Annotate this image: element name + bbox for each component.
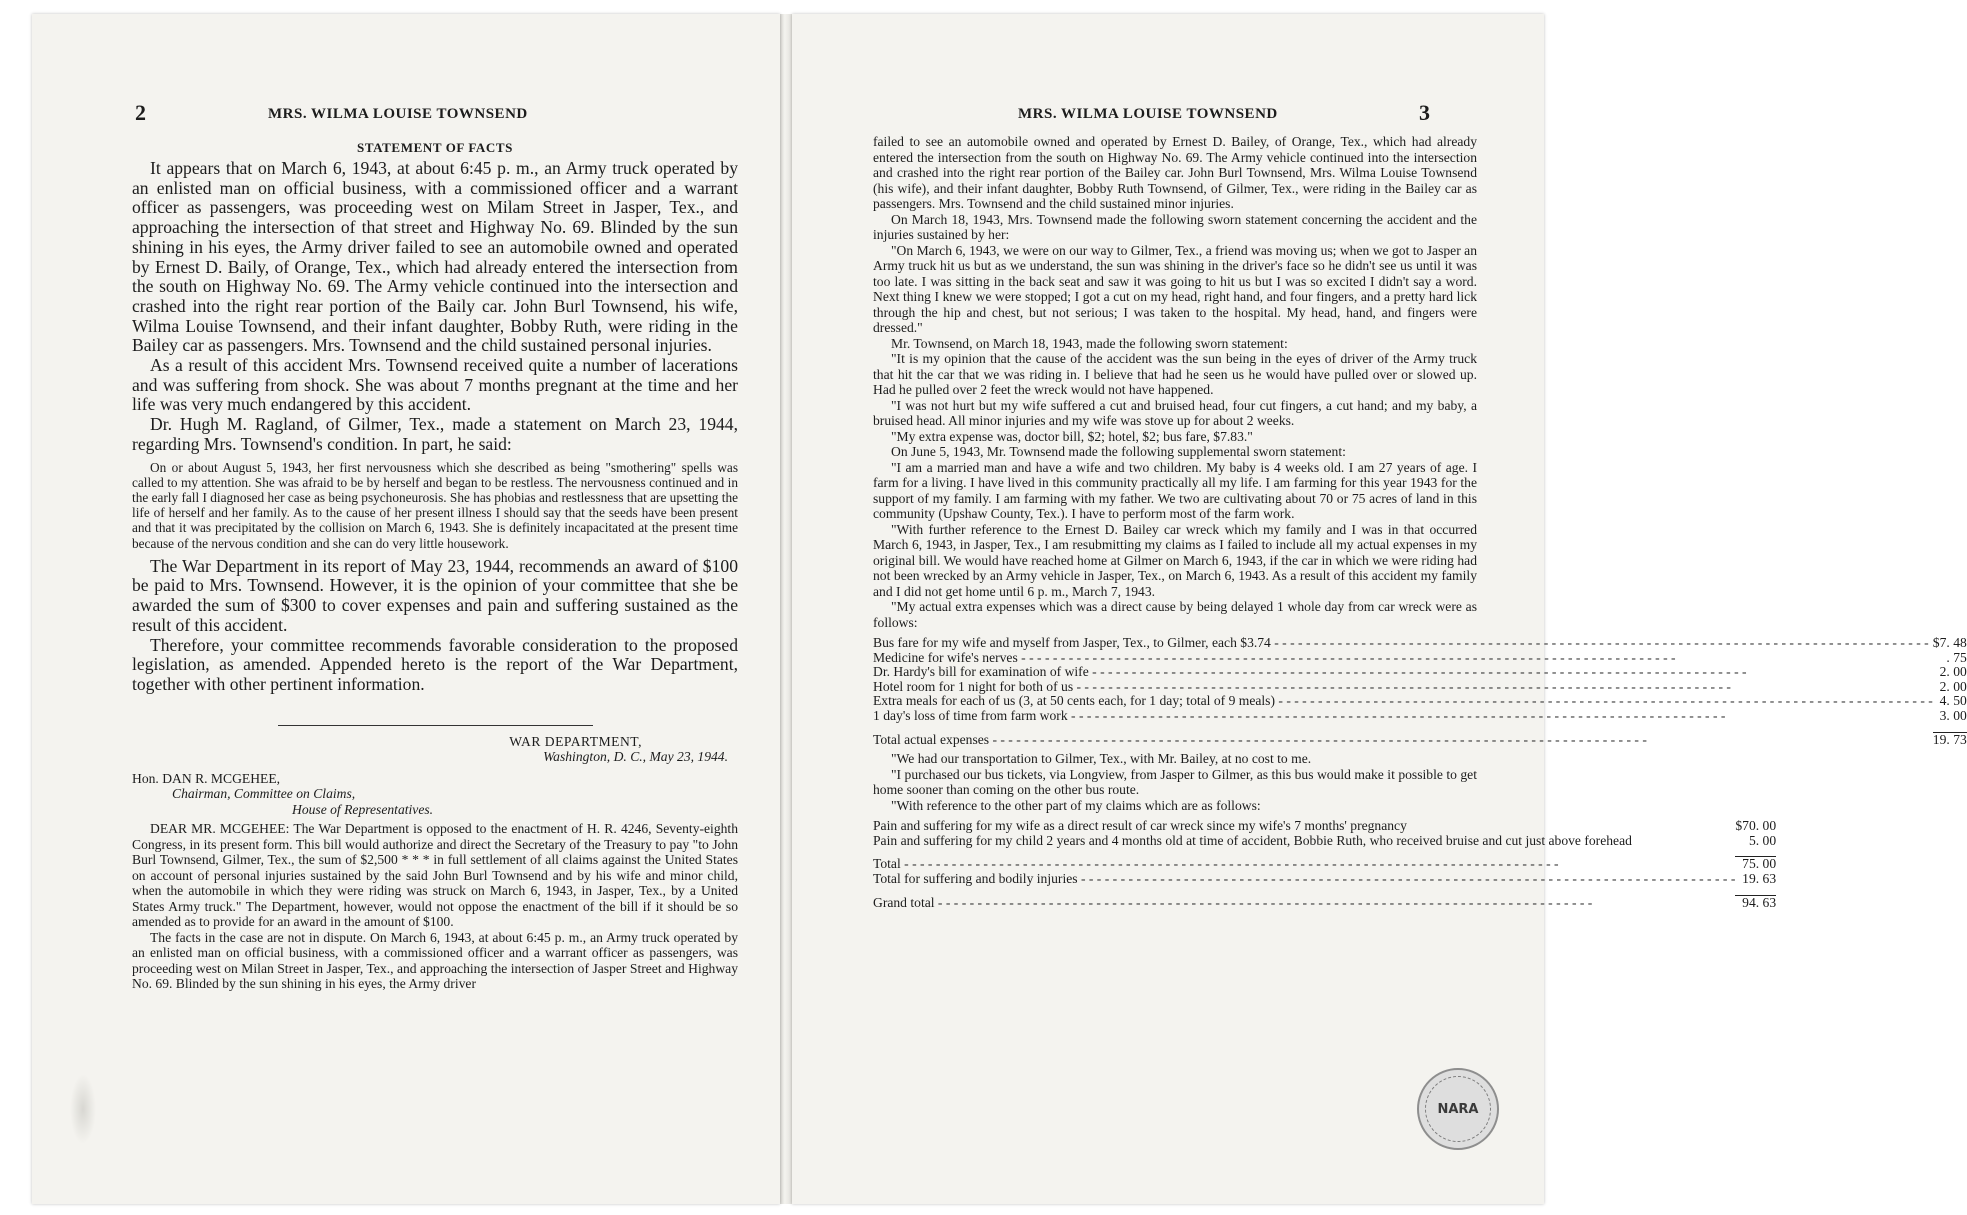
expense-amount: 4. 50 xyxy=(1939,693,1967,709)
statement-paragraphs xyxy=(873,134,1477,630)
paragraph: Mr. Townsend, on March 18, 1943, made the following sworn statement: xyxy=(891,335,1288,351)
expense-label: Extra meals for each of us (3, at 50 cents each, for 1 day; total of 9 meals) - - - xyxy=(873,694,1933,709)
expenses-table xyxy=(873,636,1967,747)
paragraph: "We had our transportation to Gilmer, Tex., with Mr. Bailey, at no cost to me. xyxy=(891,751,1312,767)
table-row-grand-total xyxy=(873,895,1776,910)
table-row xyxy=(873,819,1776,834)
table-row xyxy=(873,694,1967,709)
letter-body xyxy=(132,821,738,992)
table-row xyxy=(873,680,1967,695)
paragraph: "It is my opinion that the cause of the accident was the sun being in the eyes of driver of the Army truck that hit the car that we was riding in. I believe that had he seen us he would have pulled over or slowed up. Had he pulled over 2 feet the wreck would not have happened. xyxy=(873,351,1477,397)
paragraph: On June 5, 1943, Mr. Townsend made the following supplemental sworn statement: xyxy=(891,444,1346,459)
expense-label: Dr. Hardy's bill for examination of wife - - - xyxy=(873,665,1933,680)
expense-amount: 2. 00 xyxy=(1939,664,1967,680)
addressee-title: Chairman, Committee on Claims, xyxy=(172,786,356,802)
paragraph: Therefore, your committee recommends favorable consideration to the proposed legislation, as amended. Appended hereto is the report of the War Department, together with other pertinent information. xyxy=(132,634,738,694)
table-row xyxy=(873,665,1967,680)
running-head-left: MRS. WILMA LOUISE TOWNSEND xyxy=(268,106,528,122)
claim-amount: 5. 00 xyxy=(1748,832,1777,848)
table-row xyxy=(873,709,1967,724)
letter-text: The War Department is opposed to the enactment of H. R. 4246, Seventy-eighth Congress, in its present form. This bill would authorize and direct the Secretary of the Treasury to pay "to John Burl Townsend, Gilmer, Tex., the sum of $2,500 * * * in full settlement of all claims against the United States on account of personal injuries sustained by the said John Burl Townsend and by his wife and minor child, when the automobile in which they were riding was struck on March 6, 1943, in Jasper, Tex., by a United States Army truck." The Department, however, would not oppose the enactment of the bill if it should be so amended as to provide for an award in the amount of $100. xyxy=(132,821,738,930)
letter-date: Washington, D. C., May 23, 1944. xyxy=(543,749,728,765)
expense-amount: $7. 48 xyxy=(1932,635,1967,650)
book-spine xyxy=(780,14,792,1204)
claim-amount: $70. 00 xyxy=(1735,818,1777,834)
facts-paragraphs xyxy=(132,159,738,455)
left-column xyxy=(132,136,738,992)
recommendation-paragraphs xyxy=(132,557,738,695)
addressee-prefix: Hon. xyxy=(132,770,159,786)
grand-total-label: Grand total - - - xyxy=(873,895,1735,910)
grand-total-amount: 94. 63 xyxy=(1735,895,1776,910)
letter-heading xyxy=(132,734,738,765)
total-amount: 19. 73 xyxy=(1932,731,1967,747)
section-title: STATEMENT OF FACTS xyxy=(357,140,513,155)
expense-label: Medicine for wife's nerves - - - xyxy=(873,651,1933,666)
paragraph: failed to see an automobile owned and operated by Ernest D. Bailey, of Orange, Tex., which had already entered the intersection from the south on Highway No. 69. The Army vehicle continued into the intersection and crashed into the right rear portion of the Bailey car. John Burl Townsend, Mrs. Wilma Louise Townsend (his wife), and their infant daughter, Bobby Ruth Townsend, of Gilmer, Tex., were riding in the Bailey car as passengers. Mrs. Townsend and the child sustained minor injuries. xyxy=(873,134,1477,211)
total-amount: 19. 63 xyxy=(1742,870,1777,886)
followup-paragraphs xyxy=(873,751,1477,813)
page-number-left: 2 xyxy=(135,100,146,125)
paragraph: "With further reference to the Ernest D. Bailey car wreck which my family and I was in that occurred March 6, 1943, in Jasper, Tex., I am resubmitting my claims as I failed to include all my actual expenses in my original bill. We would have reached home at Gilmer on March 6, 1943, if the car in which we were riding had not been wrecked by an Army vehicle in Jasper, Tex., on March 6, 1943. As a result of this accident my family and I did not get home until 6 p. m., March 7, 1943. xyxy=(873,521,1477,599)
claim-label: Pain and suffering for my child 2 years and 4 months old at time of accident, Bobbie Ruth, who received bruise and cut just above forehead xyxy=(873,832,1632,848)
left-page xyxy=(32,14,780,1204)
table-row xyxy=(873,834,1776,849)
expense-label: Bus fare for my wife and myself from Jasper, Tex., to Gilmer, each $3.74 - - - xyxy=(873,636,1933,651)
quote-text: On or about August 5, 1943, her first nervousness which she described as being "smothering" spells was called to my attention. She was afraid to be by herself and began to be restless. The nervousness continued and in the early fall I diagnosed her case as being psychoneurosis. She has phobias and restlessness that are upsetting the life of herself and her family. As to the cause of her present illness I should say that the seeds have been present and that it was precipitated by the collision on March 6, 1943. She is definitely incapacitated at the present time because of the nervous condition and she can do very little housework. xyxy=(132,459,738,551)
total-amount: 75. 00 xyxy=(1735,857,1776,872)
paragraph: "I am a married man and have a wife and two children. My baby is 4 weeks old. I am 27 years of age. I farm for a living. I have lived in this community practically all my life. I am farming for this year 1943 for the support of my family. I am farming with my father. We two are cultivating about 70 or 75 acres of land in this community (Upshaw County, Tex.). I have to perform most of the farm work. xyxy=(873,459,1477,521)
claims-table xyxy=(873,819,1776,910)
paragraph: On March 18, 1943, Mrs. Townsend made the following sworn statement concerning the accident and the injuries sustained by her: xyxy=(873,211,1477,242)
expense-label: 1 day's loss of time from farm work - - - xyxy=(873,709,1933,724)
total-label: Total for suffering and bodily injuries - - - xyxy=(873,872,1735,887)
addressee-name: DAN R. MCGEHEE, xyxy=(162,770,281,786)
expense-amount: . 75 xyxy=(1946,649,1967,665)
paragraph: "On March 6, 1943, we were on our way to Gilmer, Tex., a friend was moving us; when we got to Jasper an Army truck hit us but as we understand, the sun was shining in the driver's face so he didn't see us until it was too late. I was sitting in the back seat and saw it was going to hit us but I was so excited I didn't say a word. Next thing I knew we were stopped; I got a cut on my head, right hand, and four fingers, and a pretty hard lick through the hip and chest, but not serious; I was taken to the hospital. My head, hand, and fingers were dressed." xyxy=(873,242,1477,335)
salutation: DEAR MR. MCGEHEE: xyxy=(150,821,290,837)
expense-amount: 2. 00 xyxy=(1939,678,1967,694)
table-row-total xyxy=(873,732,1967,747)
paragraph: The facts in the case are not in dispute. On March 6, 1943, at about 6:45 p. m., an Army truck operated by an enlisted man on official business, with a commissioned officer and a warrant officer as passengers, was proceeding west on Milan Street in Jasper, Tex., and approaching the intersection of Jasper Street and Highway No. 69. Blinded by the sun shining in his eyes, the Army driver xyxy=(132,929,738,992)
table-row xyxy=(873,636,1967,651)
total-label: Total actual expenses - - - xyxy=(873,732,1933,747)
paragraph: "My actual extra expenses which was a direct cause by being delayed 1 whole day from car wreck were as follows: xyxy=(873,599,1477,630)
paragraph: It appears that on March 6, 1943, at about 6:45 p. m., an Army truck operated by an enlisted man on official business, with a commissioned officer and a warrant officer as passengers, was proceeding west on Milam Street in Jasper, Tex., and approaching the intersection of that street and Highway No. 69. Blinded by the sun shining in his eyes, the Army driver failed to see an automobile owned and operated by Ernest D. Baily, of Orange, Tex., which had already entered the intersection from the south on Highway No. 69. The Army vehicle continued into the intersection and crashed into the right rear portion of the Baily car. John Burl Townsend, his wife, Wilma Louise Townsend, and their infant daughter, Bobby Ruth, were riding in the Bailey car as passengers. Mrs. Townsend and the child sustained personal injuries. xyxy=(132,158,738,356)
total-label: Total - - - xyxy=(873,857,1735,872)
page-number-right: 3 xyxy=(1419,100,1430,125)
addressee-body: House of Representatives. xyxy=(292,801,434,817)
paragraph xyxy=(132,821,738,930)
letter-addressee xyxy=(132,771,738,818)
archive-stamp xyxy=(1417,1068,1499,1150)
letter-org: WAR DEPARTMENT, xyxy=(509,733,642,749)
stamp-text: NARA xyxy=(1437,1101,1479,1117)
paragraph: The War Department in its report of May 23, 1944, recommends an award of $100 be paid to Mrs. Townsend. However, it is the opinion of your committee that she be awarded the sum of $300 to cover expenses and pain and suffering sustained as the result of this accident. xyxy=(132,555,738,635)
divider-rule xyxy=(278,725,593,726)
paragraph: As a result of this accident Mrs. Townsend received quite a number of lacerations and was suffering from shock. She was about 7 months pregnant at the time and her life was very much endangered by this accident. xyxy=(132,355,738,415)
expense-amount: 3. 00 xyxy=(1939,707,1967,723)
doctor-quote xyxy=(132,460,738,551)
table-row xyxy=(873,651,1967,666)
right-page xyxy=(792,14,1967,1204)
table-row-total xyxy=(873,872,1776,887)
claim-label: Pain and suffering for my wife as a direct result of car wreck since my wife's 7 months' pregnancy xyxy=(873,818,1407,834)
table-row-total xyxy=(873,857,1776,872)
paragraph: "My extra expense was, doctor bill, $2; hotel, $2; bus fare, $7.83." xyxy=(891,428,1253,444)
paragraph: Dr. Hugh M. Ragland, of Gilmer, Tex., made a statement on March 23, 1944, regarding Mrs. Townsend's condition. In part, he said: xyxy=(132,414,738,454)
paragraph: "I purchased our bus tickets, via Longview, from Jasper to Gilmer, as this bus would make it possible to get home sooner than coming on the other bus route. xyxy=(873,766,1477,798)
right-column xyxy=(873,134,1967,914)
expense-label: Hotel room for 1 night for both of us - - - xyxy=(873,680,1933,695)
paragraph: "I was not hurt but my wife suffered a cut and bruised head, four cut fingers, a cut hand; and my baby, a bruised head. All minor injuries and my wife was stove up for about 2 weeks. xyxy=(873,397,1477,428)
paragraph: "With reference to the other part of my claims which are as follows: xyxy=(891,797,1261,813)
page-punch-mark xyxy=(70,1074,96,1144)
running-head-right: MRS. WILMA LOUISE TOWNSEND xyxy=(1018,106,1278,122)
